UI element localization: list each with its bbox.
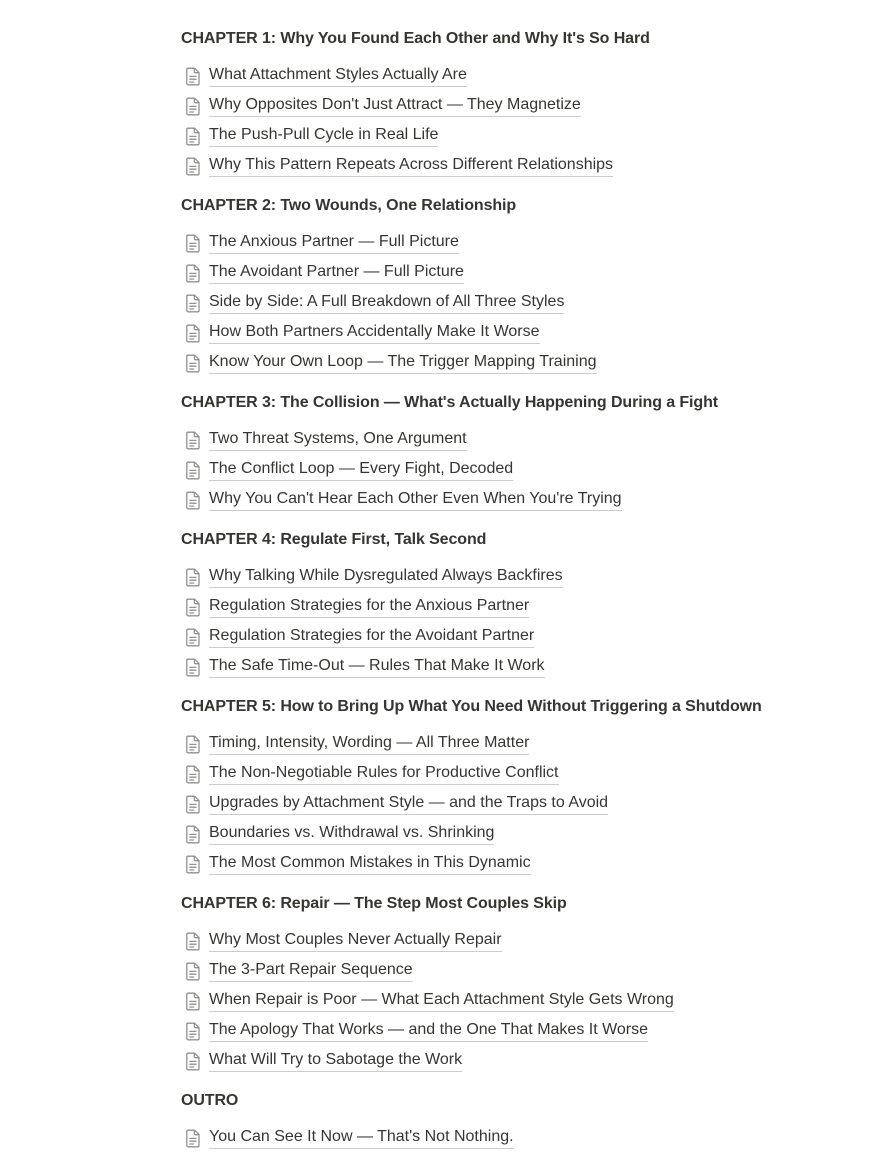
page-link-title[interactable]: What Will Try to Sabotage the Work — [209, 1050, 462, 1072]
page-link[interactable] — [181, 819, 821, 849]
chapter-section — [181, 28, 821, 181]
page-link[interactable] — [181, 485, 821, 515]
page-link[interactable] — [181, 258, 821, 288]
document-icon — [183, 125, 203, 147]
document-icon — [183, 1050, 203, 1072]
page-link[interactable] — [181, 1123, 821, 1153]
document-icon — [183, 656, 203, 678]
document-icon — [183, 155, 203, 177]
page-link[interactable] — [181, 91, 821, 121]
document-icon — [183, 596, 203, 618]
page-link-title[interactable]: Regulation Strategies for the Anxious Partner — [209, 596, 529, 618]
chapter-heading: CHAPTER 2: Two Wounds, One Relationship — [181, 197, 517, 214]
document-icon — [183, 322, 203, 344]
page-link-title[interactable]: The Apology That Works — and the One That Makes It Worse — [209, 1020, 648, 1042]
page-link-title[interactable]: Why Opposites Don't Just Attract — They Magnetize — [209, 95, 581, 117]
chapter-section — [181, 392, 821, 515]
chapter-section — [181, 696, 821, 879]
document-icon — [183, 626, 203, 648]
page-link-title[interactable]: Why This Pattern Repeats Across Different Relationships — [209, 155, 613, 177]
page-list — [181, 61, 821, 181]
page-link-title[interactable]: You Can See It Now — That's Not Nothing. — [209, 1127, 514, 1149]
page-link-title[interactable]: What Attachment Styles Actually Are — [209, 65, 467, 87]
document-icon — [183, 1127, 203, 1149]
page-link[interactable] — [181, 121, 821, 151]
document-icon — [183, 429, 203, 451]
document-icon — [183, 1020, 203, 1042]
page-link-title[interactable]: Regulation Strategies for the Avoidant Partner — [209, 626, 534, 648]
page-list — [181, 926, 821, 1076]
page-link-title[interactable]: The Anxious Partner — Full Picture — [209, 232, 459, 254]
page-link[interactable] — [181, 455, 821, 485]
page-link-title[interactable]: Two Threat Systems, One Argument — [209, 429, 467, 451]
page-list — [181, 729, 821, 879]
document-icon — [183, 793, 203, 815]
page-link-title[interactable]: Why Most Couples Never Actually Repair — [209, 930, 502, 952]
page-link-title[interactable]: The 3-Part Repair Sequence — [209, 960, 413, 982]
page-link-title[interactable]: Side by Side: A Full Breakdown of All Three Styles — [209, 292, 564, 314]
page-link[interactable] — [181, 61, 821, 91]
document-icon — [183, 733, 203, 755]
document-icon — [183, 489, 203, 511]
page-list — [181, 1123, 821, 1153]
document-icon — [183, 990, 203, 1012]
document-icon — [183, 566, 203, 588]
page-link[interactable] — [181, 759, 821, 789]
chapter-heading: CHAPTER 1: Why You Found Each Other and Why It's So Hard — [181, 30, 650, 47]
page-link[interactable] — [181, 956, 821, 986]
page-link-title[interactable]: The Most Common Mistakes in This Dynamic — [209, 853, 531, 875]
document-icon — [183, 292, 203, 314]
page-link-title[interactable]: Know Your Own Loop — The Trigger Mapping Training — [209, 352, 597, 374]
chapter-heading: CHAPTER 5: How to Bring Up What You Need Without Triggering a Shutdown — [181, 698, 762, 715]
page-link-title[interactable]: How Both Partners Accidentally Make It Worse — [209, 322, 540, 344]
page-link[interactable] — [181, 622, 821, 652]
page-link[interactable] — [181, 151, 821, 181]
page-link-title[interactable]: Upgrades by Attachment Style — and the Traps to Avoid — [209, 793, 608, 815]
chapter-heading: OUTRO — [181, 1092, 239, 1109]
document-icon — [183, 95, 203, 117]
page-link[interactable] — [181, 926, 821, 956]
page-link[interactable] — [181, 849, 821, 879]
document-icon — [183, 853, 203, 875]
chapter-heading: CHAPTER 6: Repair — The Step Most Couples Skip — [181, 895, 567, 912]
document-icon — [183, 232, 203, 254]
page-link-title[interactable]: The Conflict Loop — Every Fight, Decoded — [209, 459, 513, 481]
page-link-title[interactable]: The Non-Negotiable Rules for Productive Conflict — [209, 763, 559, 785]
document-icon — [183, 459, 203, 481]
page-list — [181, 425, 821, 515]
chapter-section — [181, 1090, 821, 1153]
page-list — [181, 228, 821, 378]
page-link[interactable] — [181, 1046, 821, 1076]
page-link[interactable] — [181, 228, 821, 258]
page-link-title[interactable]: Why You Can't Hear Each Other Even When You're Trying — [209, 489, 622, 511]
page-link[interactable] — [181, 789, 821, 819]
page-link-title[interactable]: The Safe Time-Out — Rules That Make It Work — [209, 656, 545, 678]
document-icon — [183, 823, 203, 845]
document-icon — [183, 262, 203, 284]
document-icon — [183, 960, 203, 982]
page-link[interactable] — [181, 348, 821, 378]
page-link[interactable] — [181, 652, 821, 682]
page-link[interactable] — [181, 1016, 821, 1046]
page-list — [181, 562, 821, 682]
document-icon — [183, 65, 203, 87]
page-link[interactable] — [181, 288, 821, 318]
chapter-section — [181, 893, 821, 1076]
chapter-heading: CHAPTER 4: Regulate First, Talk Second — [181, 531, 487, 548]
page-link-title[interactable]: Timing, Intensity, Wording — All Three Matter — [209, 733, 529, 755]
document-icon — [183, 352, 203, 374]
page-link[interactable] — [181, 986, 821, 1016]
chapter-section — [181, 529, 821, 682]
page-link-title[interactable]: When Repair is Poor — What Each Attachment Style Gets Wrong — [209, 990, 674, 1012]
document-icon — [183, 763, 203, 785]
document-icon — [183, 930, 203, 952]
page-link[interactable] — [181, 425, 821, 455]
page-link-title[interactable]: Boundaries vs. Withdrawal vs. Shrinking — [209, 823, 494, 845]
page-link[interactable] — [181, 592, 821, 622]
page-link[interactable] — [181, 318, 821, 348]
page-link[interactable] — [181, 562, 821, 592]
page-link-title[interactable]: The Push-Pull Cycle in Real Life — [209, 125, 438, 147]
chapter-heading: CHAPTER 3: The Collision — What's Actually Happening During a Fight — [181, 394, 718, 411]
page-link-title[interactable]: The Avoidant Partner — Full Picture — [209, 262, 464, 284]
page-link-title[interactable]: Why Talking While Dysregulated Always Backfires — [209, 566, 563, 588]
page-link[interactable] — [181, 729, 821, 759]
chapter-section — [181, 195, 821, 378]
